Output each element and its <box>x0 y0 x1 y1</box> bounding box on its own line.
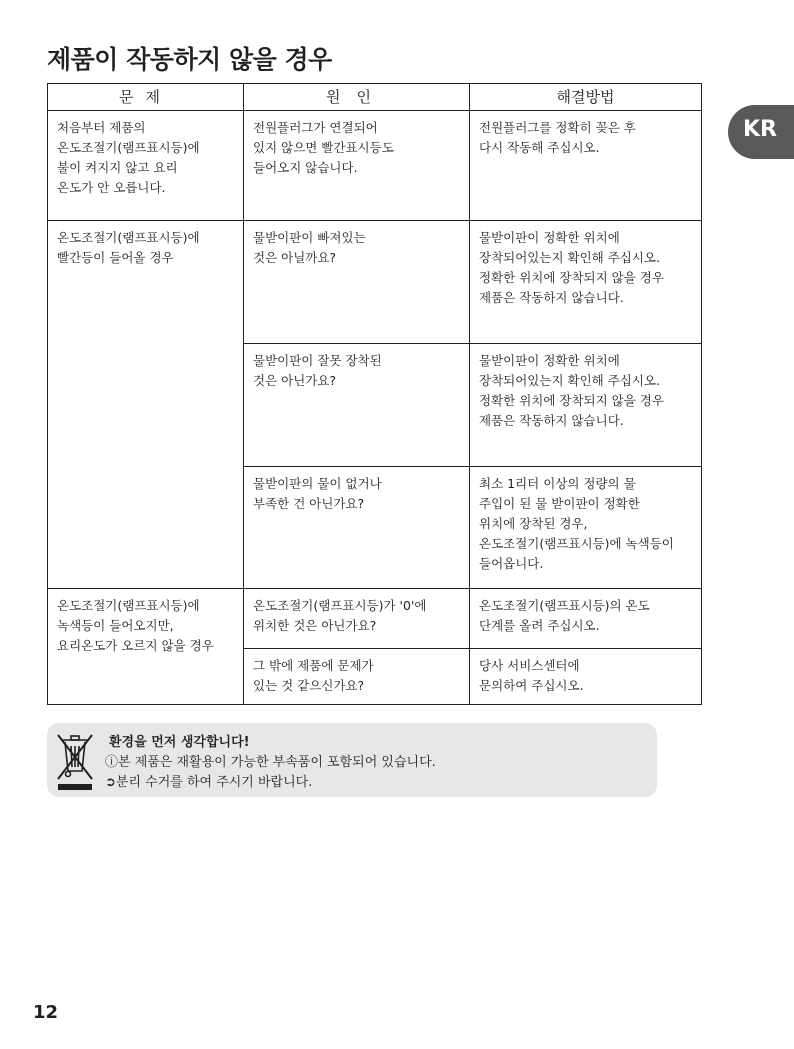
solution-text: 전원플러그를 정확히 꽂은 후 다시 작동해 주십시오. <box>479 120 636 155</box>
cause-text: 물받이판이 잘못 장착된 것은 아닌가요? <box>253 353 382 388</box>
cause-cell <box>244 649 470 705</box>
header-solution: 해결방법 <box>470 84 702 111</box>
header-cause: 원인 <box>244 84 470 111</box>
table-header-row <box>48 84 702 111</box>
page-number: 12 <box>33 1002 59 1023</box>
problem-text: 온도조절기(램프표시등)에 빨간등이 들어올 경우 <box>57 230 200 265</box>
header-problem: 문제 <box>48 84 244 111</box>
solution-cell <box>470 344 702 467</box>
solution-cell <box>470 589 702 649</box>
solution-cell <box>470 467 702 589</box>
environment-notice <box>47 723 657 797</box>
cause-cell <box>244 221 470 344</box>
crossed-out-wheelie-bin-icon <box>54 729 96 791</box>
cause-cell <box>244 111 470 221</box>
solution-text: 최소 1리터 이상의 정량의 물 주입이 된 물 받이판이 정확한 위치에 장착된 경우, 온도조절기(램프표시등)에 녹색등이 들어옵니다. <box>479 476 674 571</box>
cause-text: 그 밖에 제품에 문제가 있는 것 같으신가요? <box>253 658 374 693</box>
table-row <box>48 221 702 344</box>
cause-text: 전원플러그가 연결되어 있지 않으면 빨간표시등도 들어오지 않습니다. <box>253 120 394 175</box>
solution-text: 물받이판이 정확한 위치에 장착되어있는지 확인해 주십시오. 정확한 위치에 장착되지 않을 경우 제품은 작동하지 않습니다. <box>479 230 664 305</box>
problem-cell <box>48 221 244 589</box>
troubleshooting-table <box>47 83 702 705</box>
solution-cell <box>470 111 702 221</box>
solution-text: 온도조절기(램프표시등)의 온도 단계를 올려 주십시오. <box>479 598 650 633</box>
table-row <box>48 589 702 649</box>
cause-text: 물받이판의 물이 없거나 부족한 건 아닌가요? <box>253 476 382 511</box>
page-title: 제품이 작동하지 않을 경우 <box>47 45 332 74</box>
problem-cell <box>48 111 244 221</box>
table-row <box>48 111 702 221</box>
solution-text: 물받이판이 정확한 위치에 장착되어있는지 확인해 주십시오. 정확한 위치에 장착되지 않을 경우 제품은 작동하지 않습니다. <box>479 353 664 428</box>
problem-cell <box>48 589 244 705</box>
language-tab <box>728 105 794 159</box>
notice-separate-collection-text: ➲분리 수거를 하여 주시기 바랍니다. <box>105 775 313 790</box>
cause-cell <box>244 589 470 649</box>
notice-title: 환경을 먼저 생각합니다! <box>109 735 250 750</box>
problem-text: 온도조절기(램프표시등)에 녹색등이 들어오지만, 요리온도가 오르지 않을 경우 <box>57 598 214 653</box>
solution-cell <box>470 221 702 344</box>
language-tab-label: KR <box>743 117 777 142</box>
cause-text: 온도조절기(램프표시등)가 '0'에 위치한 것은 아닌가요? <box>253 598 427 633</box>
cause-text: 물받이판이 빠져있는 것은 아닐까요? <box>253 230 366 265</box>
notice-recyclable-text: ⓘ본 제품은 재활용이 가능한 부속품이 포함되어 있습니다. <box>105 755 436 770</box>
cause-cell <box>244 344 470 467</box>
solution-text: 당사 서비스센터에 문의하여 주십시오. <box>479 658 584 693</box>
solution-cell <box>470 649 702 705</box>
problem-text: 처음부터 제품의 온도조절기(램프표시등)에 불이 켜지지 않고 요리 온도가 안 오릅니다. <box>57 120 200 195</box>
cause-cell <box>244 467 470 589</box>
